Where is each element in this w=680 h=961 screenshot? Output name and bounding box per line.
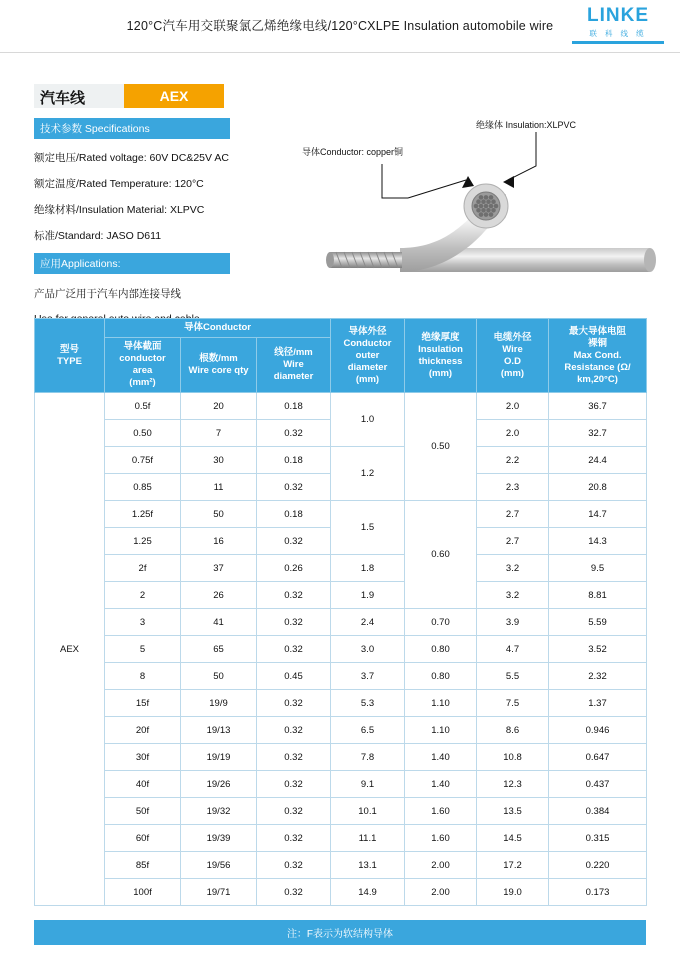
cell-max-resistance: 9.5	[549, 555, 647, 582]
cell-max-resistance: 14.7	[549, 501, 647, 528]
th-res-l2: 裸铜	[587, 337, 607, 349]
cell-wire-od: 2.0	[477, 420, 549, 447]
table-row	[35, 447, 647, 474]
cell-max-resistance: 32.7	[549, 420, 647, 447]
cell-wire-diameter: 0.32	[257, 744, 331, 771]
specification-table-wrap	[34, 318, 646, 945]
th-res-l5: km,20°C)	[577, 373, 618, 385]
th-ins-l1: 绝缘厚度	[421, 331, 460, 343]
cell-insulation-thickness: 1.60	[405, 798, 477, 825]
th-cores-l1: 根数/mm	[199, 353, 238, 364]
cell-max-resistance: 8.81	[549, 582, 647, 609]
cell-conductor-area: 0.75f	[105, 447, 181, 474]
table-row	[35, 717, 647, 744]
th-cores-l2: Wire core qty	[188, 365, 249, 376]
page-header	[0, 0, 680, 53]
cell-wire-core-qty: 16	[181, 528, 257, 555]
specification-table	[34, 318, 647, 906]
cell-conductor-outer-diameter: 13.1	[331, 852, 405, 879]
cell-conductor-outer-diameter: 10.1	[331, 798, 405, 825]
cell-max-resistance: 36.7	[549, 393, 647, 420]
th-res-l1: 最大导体电阻	[568, 325, 626, 337]
th-type-line2: TYPE	[57, 355, 82, 367]
cell-conductor-outer-diameter: 11.1	[331, 825, 405, 852]
cell-max-resistance: 2.32	[549, 663, 647, 690]
cell-wire-diameter: 0.32	[257, 798, 331, 825]
table-row	[35, 690, 647, 717]
cell-max-resistance: 0.173	[549, 879, 647, 906]
cell-wire-diameter: 0.32	[257, 852, 331, 879]
th-od-l2: Wire	[502, 343, 523, 355]
wire-illustration	[290, 118, 660, 298]
cell-max-resistance: 0.946	[549, 717, 647, 744]
cell-wire-od: 17.2	[477, 852, 549, 879]
cell-wire-core-qty: 26	[181, 582, 257, 609]
th-conductor-outer-diameter	[331, 319, 405, 393]
product-code-badge: AEX	[124, 84, 224, 108]
cell-wire-od: 3.2	[477, 555, 549, 582]
cell-wire-core-qty: 7	[181, 420, 257, 447]
cell-conductor-outer-diameter: 9.1	[331, 771, 405, 798]
th-od-l3: O.D	[504, 355, 521, 367]
cell-wire-od: 14.5	[477, 825, 549, 852]
cell-wire-diameter: 0.32	[257, 771, 331, 798]
spec-line-voltage: 额定电压/Rated voltage: 60V DC&25V AC	[34, 152, 229, 164]
cell-wire-diameter: 0.18	[257, 393, 331, 420]
cell-conductor-area: 8	[105, 663, 181, 690]
cell-conductor-area: 0.85	[105, 474, 181, 501]
table-header-row-1	[35, 319, 647, 338]
cell-wire-od: 10.8	[477, 744, 549, 771]
th-wd-l1: 线径/mm	[274, 347, 313, 358]
th-outer-l4: diameter	[347, 361, 388, 373]
table-footnote: 注：F表示为软结构导体	[34, 920, 646, 945]
product-title-cn: 汽车线	[34, 84, 124, 108]
cell-insulation-thickness: 1.40	[405, 771, 477, 798]
cell-max-resistance: 0.220	[549, 852, 647, 879]
cell-insulation-thickness: 0.60	[405, 501, 477, 609]
th-ins-l3: thickness	[418, 355, 463, 367]
th-od-l4: (mm)	[500, 367, 525, 379]
th-max-resistance	[549, 319, 647, 393]
cell-conductor-outer-diameter: 1.2	[331, 447, 405, 501]
cell-wire-diameter: 0.32	[257, 609, 331, 636]
cell-conductor-area: 100f	[105, 879, 181, 906]
th-res-l4: Resistance (Ω/	[564, 361, 631, 373]
cell-wire-od: 13.5	[477, 798, 549, 825]
cell-wire-od: 5.5	[477, 663, 549, 690]
th-res-l3: Max Cond.	[573, 349, 622, 361]
th-ins-l2: Insulation	[418, 343, 463, 355]
page-title: 120°C汽车用交联聚氯乙烯绝缘电线/120°CXLPE Insulation automobile wire	[126, 19, 554, 33]
cell-wire-od: 2.7	[477, 528, 549, 555]
cell-wire-core-qty: 20	[181, 393, 257, 420]
cell-conductor-outer-diameter: 2.4	[331, 609, 405, 636]
cell-wire-diameter: 0.18	[257, 501, 331, 528]
th-conductor-area	[105, 338, 181, 393]
th-type	[35, 319, 105, 393]
table-row	[35, 609, 647, 636]
cell-wire-od: 19.0	[477, 879, 549, 906]
spec-line-insulation-material: 绝缘材料/Insulation Material: XLPVC	[34, 204, 205, 216]
cell-wire-core-qty: 19/32	[181, 798, 257, 825]
cell-wire-diameter: 0.32	[257, 474, 331, 501]
cell-max-resistance: 0.647	[549, 744, 647, 771]
cell-conductor-outer-diameter: 1.9	[331, 582, 405, 609]
cell-max-resistance: 0.437	[549, 771, 647, 798]
cell-wire-diameter: 0.32	[257, 825, 331, 852]
section-header-applications: 应用Applications:	[34, 253, 230, 274]
cell-wire-core-qty: 50	[181, 501, 257, 528]
table-row	[35, 663, 647, 690]
cell-wire-od: 3.2	[477, 582, 549, 609]
cell-wire-od: 2.0	[477, 393, 549, 420]
cell-wire-core-qty: 19/26	[181, 771, 257, 798]
cell-conductor-area: 2	[105, 582, 181, 609]
th-outer-l3: outer	[355, 349, 380, 361]
cell-wire-diameter: 0.32	[257, 717, 331, 744]
cell-max-resistance: 3.52	[549, 636, 647, 663]
cell-wire-core-qty: 19/9	[181, 690, 257, 717]
spec-line-standard: 标准/Standard: JASO D611	[34, 230, 162, 242]
cell-conductor-area: 1.25	[105, 528, 181, 555]
cell-wire-od: 3.9	[477, 609, 549, 636]
cell-wire-od: 12.3	[477, 771, 549, 798]
cell-wire-core-qty: 19/19	[181, 744, 257, 771]
cell-conductor-area: 60f	[105, 825, 181, 852]
cell-wire-diameter: 0.32	[257, 582, 331, 609]
cell-conductor-outer-diameter: 1.0	[331, 393, 405, 447]
cell-wire-diameter: 0.32	[257, 528, 331, 555]
cell-conductor-outer-diameter: 5.3	[331, 690, 405, 717]
cell-max-resistance: 14.3	[549, 528, 647, 555]
table-row	[35, 798, 647, 825]
th-outer-l2: Conductor	[343, 337, 392, 349]
cell-wire-od: 2.7	[477, 501, 549, 528]
cell-wire-diameter: 0.32	[257, 636, 331, 663]
th-wd-l2: Wire	[283, 359, 304, 370]
cell-conductor-area: 40f	[105, 771, 181, 798]
cell-max-resistance: 20.8	[549, 474, 647, 501]
th-area-l3: area	[132, 365, 153, 376]
table-row	[35, 555, 647, 582]
table-row	[35, 636, 647, 663]
cell-wire-diameter: 0.18	[257, 447, 331, 474]
th-wire-diameter	[257, 338, 331, 393]
cell-wire-diameter: 0.32	[257, 690, 331, 717]
th-outer-l5: (mm)	[355, 373, 380, 385]
cell-max-resistance: 5.59	[549, 609, 647, 636]
logo-wordmark: LINKE	[587, 5, 649, 26]
cell-conductor-outer-diameter: 1.5	[331, 501, 405, 555]
cell-conductor-area: 30f	[105, 744, 181, 771]
table-row	[35, 825, 647, 852]
cell-wire-od: 7.5	[477, 690, 549, 717]
cell-wire-od: 8.6	[477, 717, 549, 744]
cell-insulation-thickness: 0.50	[405, 393, 477, 501]
illustration-label-conductor: 导体Conductor: copper铜	[302, 147, 404, 157]
cell-insulation-thickness: 0.70	[405, 609, 477, 636]
th-wire-od	[477, 319, 549, 393]
cell-conductor-area: 0.5f	[105, 393, 181, 420]
table-row	[35, 744, 647, 771]
cell-wire-od: 4.7	[477, 636, 549, 663]
cell-wire-diameter: 0.26	[257, 555, 331, 582]
th-area-l1: 导体截面	[123, 341, 162, 352]
cell-conductor-area: 1.25f	[105, 501, 181, 528]
product-title-row	[34, 84, 234, 108]
cell-wire-diameter: 0.32	[257, 879, 331, 906]
th-outer-l1: 导体外径	[348, 325, 387, 337]
th-type-line1: 型号	[59, 343, 79, 355]
application-line-cn: 产品广泛用于汽车内部连接导线	[34, 288, 181, 300]
cell-insulation-thickness: 1.40	[405, 744, 477, 771]
cell-insulation-thickness: 0.80	[405, 636, 477, 663]
cell-wire-core-qty: 41	[181, 609, 257, 636]
cell-insulation-thickness: 1.10	[405, 690, 477, 717]
cell-wire-core-qty: 19/56	[181, 852, 257, 879]
th-wd-l3: diameter	[273, 371, 314, 382]
cell-wire-od: 2.2	[477, 447, 549, 474]
cell-max-resistance: 24.4	[549, 447, 647, 474]
cell-conductor-outer-diameter: 14.9	[331, 879, 405, 906]
table-row	[35, 582, 647, 609]
cell-wire-od: 2.3	[477, 474, 549, 501]
cell-conductor-outer-diameter: 7.8	[331, 744, 405, 771]
cell-wire-diameter: 0.32	[257, 420, 331, 447]
cell-wire-core-qty: 19/13	[181, 717, 257, 744]
cell-wire-core-qty: 37	[181, 555, 257, 582]
th-insulation-thickness	[405, 319, 477, 393]
cell-wire-core-qty: 11	[181, 474, 257, 501]
th-conductor-group: 导体Conductor	[105, 319, 331, 338]
th-ins-l4: (mm)	[428, 367, 453, 379]
logo-subtext: 联 科 线 缆	[589, 29, 647, 38]
logo-underline	[572, 41, 664, 44]
cell-conductor-area: 15f	[105, 690, 181, 717]
table-row	[35, 852, 647, 879]
cell-wire-core-qty: 19/71	[181, 879, 257, 906]
cell-conductor-area: 5	[105, 636, 181, 663]
table-row	[35, 771, 647, 798]
th-wire-core-qty	[181, 338, 257, 393]
spec-line-temperature: 额定温度/Rated Temperature: 120°C	[34, 178, 204, 190]
th-od-l1: 电缆外径	[493, 331, 532, 343]
section-header-specifications: 技术参数 Specifications	[34, 118, 230, 139]
cell-type: AEX	[35, 393, 105, 906]
cell-conductor-area: 2f	[105, 555, 181, 582]
cell-wire-core-qty: 19/39	[181, 825, 257, 852]
brand-logo	[572, 6, 664, 44]
cell-max-resistance: 0.384	[549, 798, 647, 825]
table-row	[35, 501, 647, 528]
cell-insulation-thickness: 1.60	[405, 825, 477, 852]
table-body	[35, 393, 647, 906]
cell-conductor-outer-diameter: 3.0	[331, 636, 405, 663]
th-area-l4: (mm²)	[129, 377, 156, 388]
table-row	[35, 393, 647, 420]
cell-wire-core-qty: 65	[181, 636, 257, 663]
cell-conductor-area: 0.50	[105, 420, 181, 447]
cell-max-resistance: 0.315	[549, 825, 647, 852]
table-row	[35, 879, 647, 906]
specifications-block	[34, 84, 234, 325]
cell-conductor-area: 20f	[105, 717, 181, 744]
cell-conductor-area: 50f	[105, 798, 181, 825]
cell-conductor-outer-diameter: 3.7	[331, 663, 405, 690]
cell-max-resistance: 1.37	[549, 690, 647, 717]
cell-insulation-thickness: 2.00	[405, 852, 477, 879]
cell-conductor-area: 85f	[105, 852, 181, 879]
cell-conductor-outer-diameter: 1.8	[331, 555, 405, 582]
cell-insulation-thickness: 2.00	[405, 879, 477, 906]
illustration-label-insulation: 绝缘体 Insulation:XLPVC	[476, 120, 577, 130]
cell-insulation-thickness: 0.80	[405, 663, 477, 690]
cell-conductor-area: 3	[105, 609, 181, 636]
cell-insulation-thickness: 1.10	[405, 717, 477, 744]
cell-wire-core-qty: 50	[181, 663, 257, 690]
cell-wire-core-qty: 30	[181, 447, 257, 474]
cell-wire-diameter: 0.45	[257, 663, 331, 690]
cell-conductor-outer-diameter: 6.5	[331, 717, 405, 744]
th-area-l2: conductor	[119, 353, 166, 364]
